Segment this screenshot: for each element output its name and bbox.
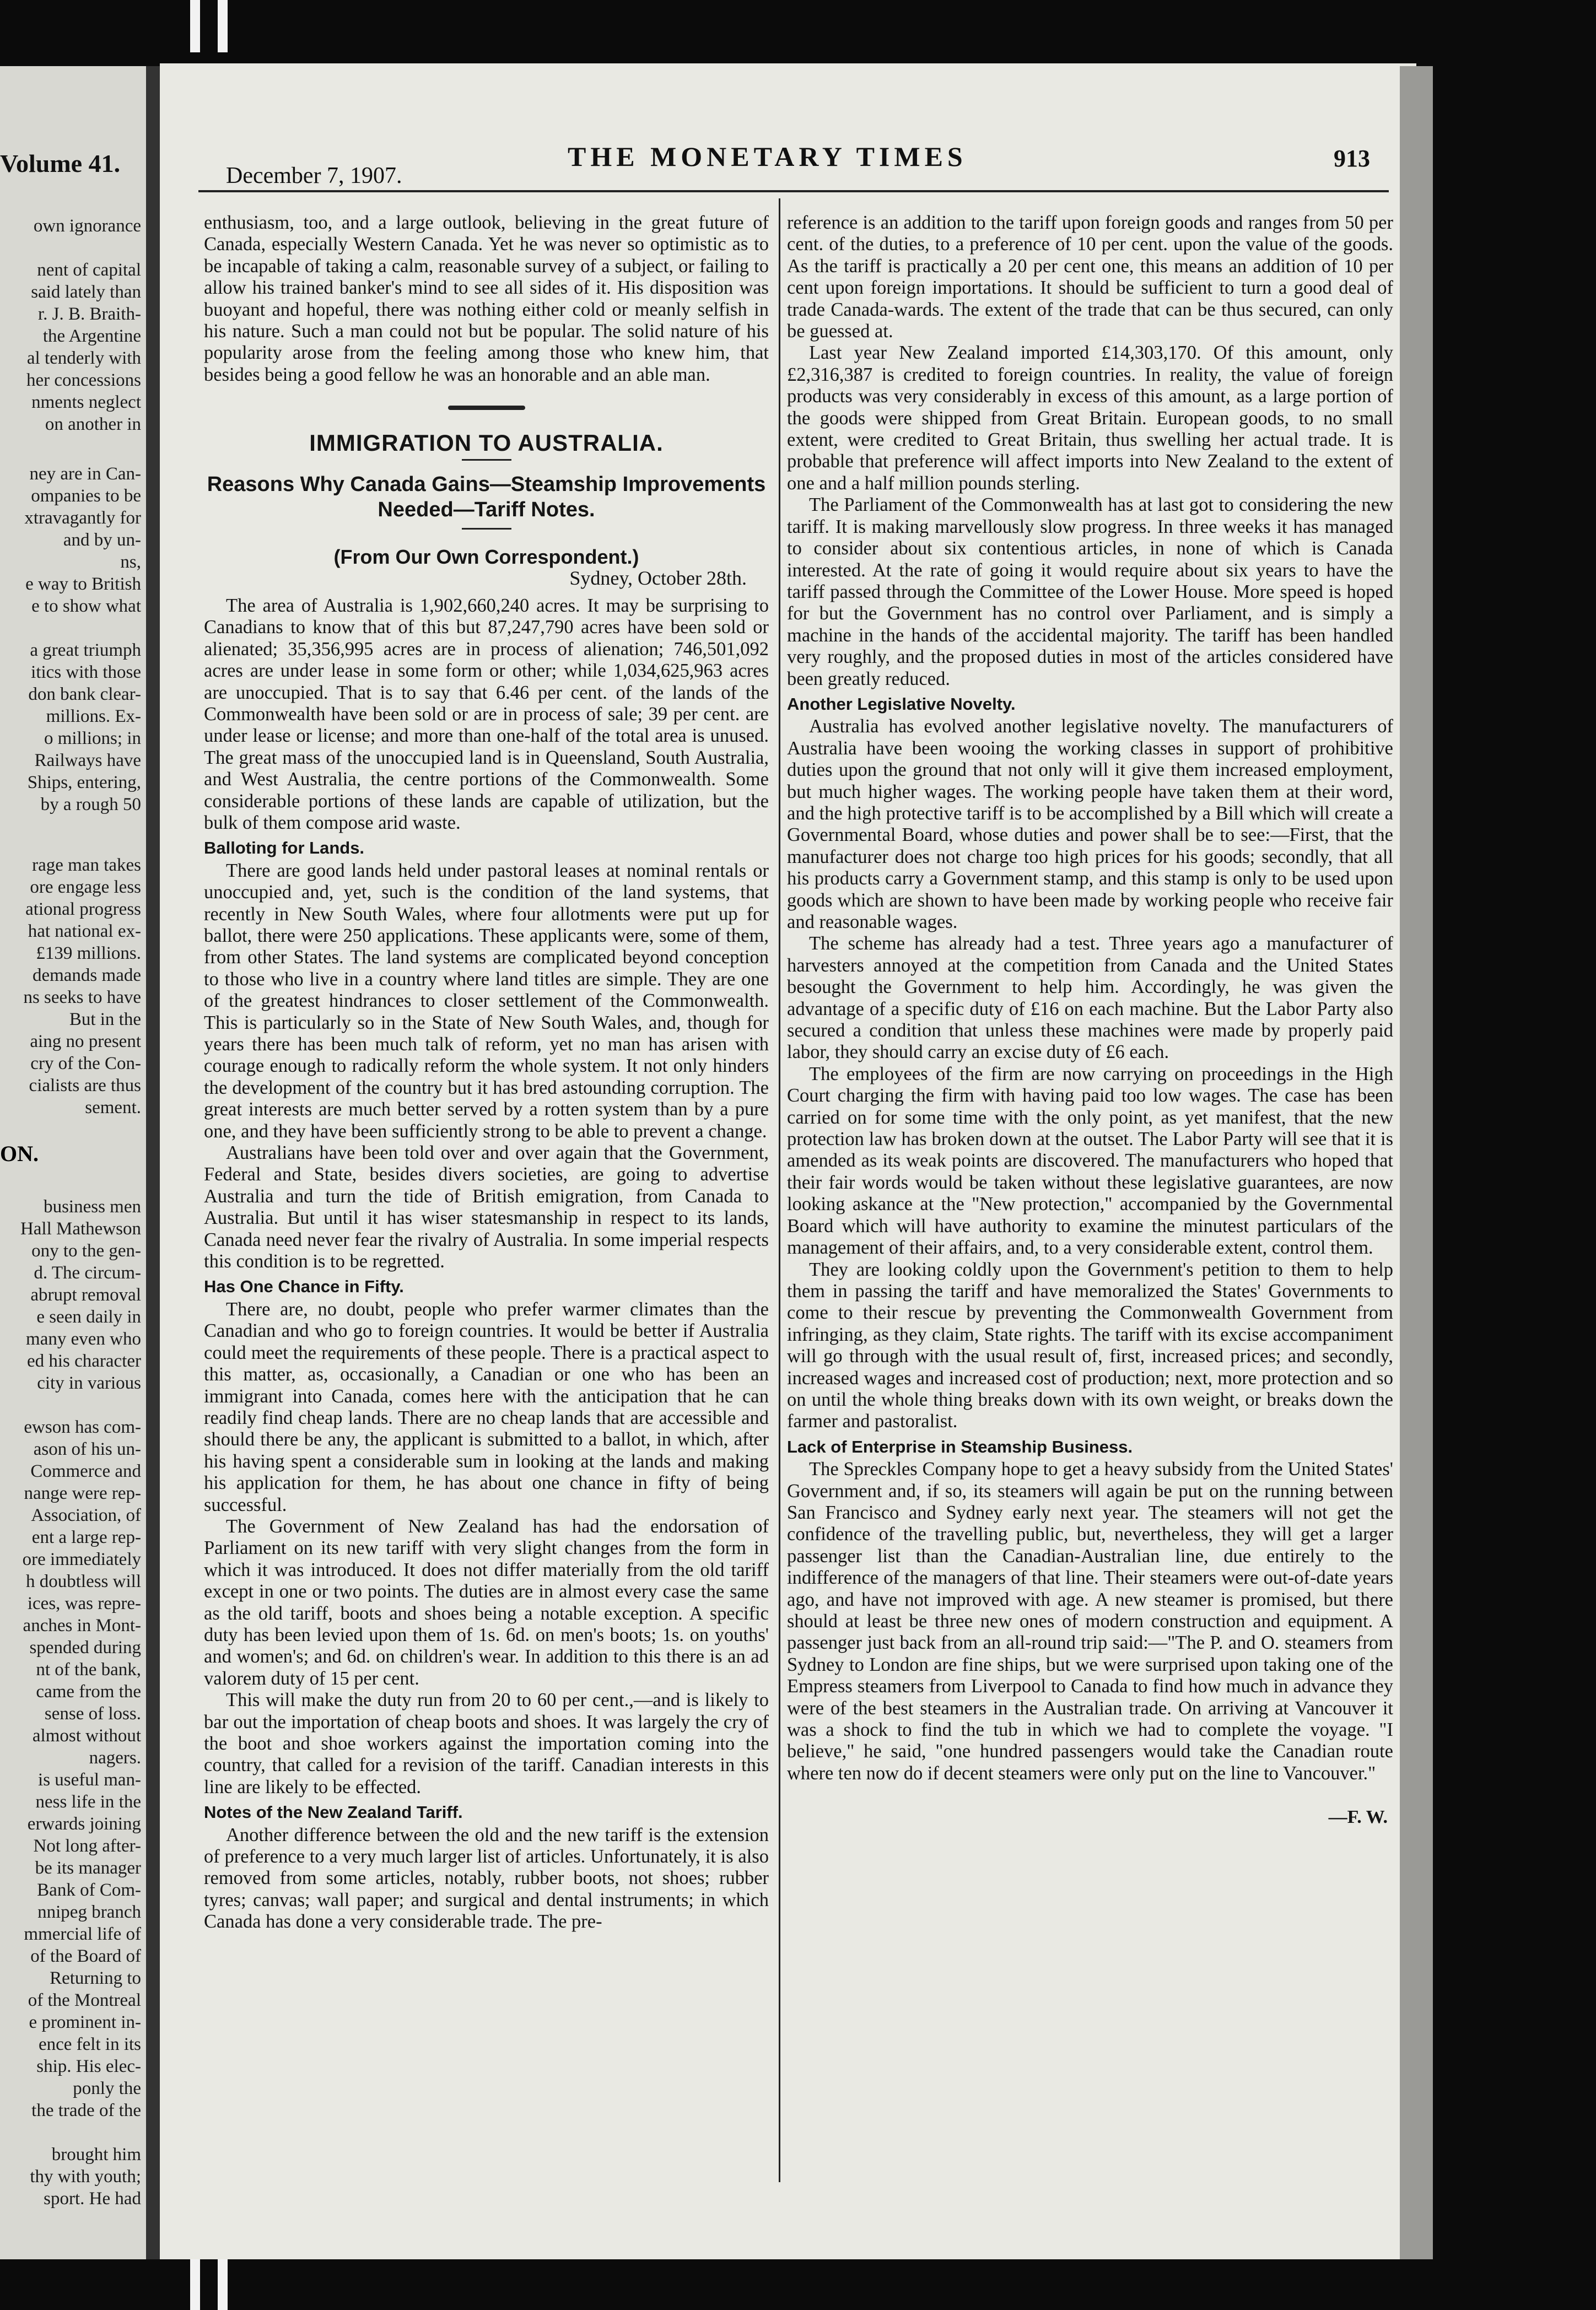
left-page-line: Ships, entering, (27, 773, 141, 792)
left-page-line: £139 millions. (36, 943, 141, 963)
paragraph: This will make the duty run from 20 to 60 per cent.,—and is likely to bar out the importation of cheap boots and shoes. It was largely the cry of the boot and shoe workers against the importation coming into the country, that called for a revision of the tariff. Canadian interests in this line are likely to be effected. (204, 1690, 769, 1798)
paragraph: reference is an addition to the tariff upon foreign goods and ranges from 50 per cent. of the duties, to a preference of 10 per cent. upon the value of the goods. As the tariff is practically a 20 per cent one, this means an addition of 10 per cent upon foreign importations. It should be sufficient to turn a good deal of trade Canada-wards. The extent of the trade that can be thus secured, can only be guessed at. (787, 212, 1393, 342)
paragraph: Another difference between the old and the new tariff is the extension of preference to a very much larger list of articles. Unfortunately, it is also removed from some articles, notably, rubber boots, not shoes; rubber tyres; canvas; wall paper; and surgical and dental instruments; in which Canada has done a very considerable trade. The pre- (204, 1824, 769, 1933)
left-page-line: erwards joining (27, 1814, 141, 1834)
film-mark-bottom-left (190, 2257, 200, 2310)
left-page-volume: Volume 41. (0, 149, 121, 177)
left-page-line: al tenderly with (26, 348, 141, 368)
ornament-divider (204, 393, 769, 415)
left-page-line: said lately than (31, 282, 141, 302)
left-page-line: of the Board of (30, 1946, 141, 1966)
paragraph: The Government of New Zealand has had the endorsation of Parliament on its new tariff with very slight changes from the form in which it was introduced. It does not differ materially from the old tariff except in one or two points. The duties are in almost every case the same as the old tariff, boots and shoes being a notable exception. A specific duty has been levied upon them of 1s. 6d. on men's boots; 1s. on youths' and women's; and 6d. on children's wear. In addition to this there is an ad valorem duty of 15 per cent. (204, 1515, 769, 1689)
subheading: Lack of Enterprise in Steamship Business. (787, 1437, 1133, 1456)
left-page-column (3, 1196, 141, 2210)
left-page-line: aing no present (30, 1032, 141, 1051)
article-dateline: Sydney, October 28th. (569, 567, 747, 590)
left-page-line: millions. Ex- (46, 706, 141, 726)
left-page-line: d. The circum- (34, 1263, 141, 1283)
paragraph: The Parliament of the Commonwealth has at last got to considering the new tariff. It is making marvellously slow progress. In three weeks it has managed to consider about six contentious articles, in none of which is Canada interested. At the rate of going it would require about six years to have the tariff passed through the Committee of the Lower House. More speed is hoped for but the Government has no control over Parliament, and is simply a machine in the hands of the accidental majority. The tariff has been handled very roughly, and the proposed duties in most of the articles considered have been greatly reduced. (787, 494, 1393, 689)
paragraph: They are looking coldly upon the Government's petition to them to help them in passing the tariff and have memoralized the States' Governments to come to their rescue by preventing the Commonwealth Government from infringing, as they claim, State rights. The tariff with its excise accompaniment will go through with the usual result of, first, increased prices; and secondly, increased wages and increased cost of production; next, more protection and so on until the whole thing breaks down with its own weight, or breaks down the farmer and pastoralist. (787, 1259, 1393, 1432)
column-right (787, 212, 1393, 1828)
left-page-line: city in various (37, 1373, 141, 1393)
left-page-column (3, 463, 141, 816)
left-page-line: e to show what (31, 596, 141, 616)
paragraph: The employees of the firm are now carrying on proceedings in the High Court charging the firm with having paid too low wages. The case has been carried on for some time with the only point, as yet manifest, that the new protection law has broken down at the outset. The Labor Party will see that it is amended as its weak points are discovered. The manufacturers who hoped that their fair words would be taken without these legislative guarantees, are now looking askance at the "New protection," accompanied by the Governmental Board which will have authority to examine the minutest particulars of the management of their affairs, and, to a very considerable extent, control them. (787, 1063, 1393, 1259)
left-page-line: rage man takes (32, 855, 141, 875)
article-signature: —F. W. (1328, 1807, 1388, 1828)
title-rule (462, 459, 511, 461)
left-page-line: sense of loss. (44, 1704, 141, 1724)
left-page-line: anches in Mont- (23, 1616, 141, 1636)
left-page-line: nent of capital (37, 260, 141, 280)
paragraph: There are good lands held under pastoral leases at nominal rentals or unoccupied and, yet, such is the condition of the land systems, that recently in New South Wales, where four allotments were put up for ballot, there were 250 applications. These applicants were, some of them, from other States. The land systems are complicated beyond conception to those who live in a country where land titles are simple. They are one of the greatest hindrances to closer settlement of the Commonwealth. This is particularly so in the State of New South Wales, and, though for years there has been much talk of reform, yet no man has arisen with courage enough to radically reform the whole system. It not only hinders the development of the country but it has bred astounding corruption. The great interests are much better served by a rotten system than by a pure one, and they have been sufficiently strong to be able to prevent a change. (204, 860, 769, 1142)
left-page-line: cialists are thus (29, 1076, 141, 1095)
header-rule (198, 190, 1389, 192)
left-page-line: cry of the Con- (30, 1054, 141, 1073)
left-page-line: itics with those (31, 662, 141, 682)
left-page-line: xtravagantly for (24, 508, 141, 528)
film-mark-top-left (190, 0, 200, 52)
left-page-line: nange were rep- (24, 1483, 141, 1503)
subheading: Notes of the New Zealand Tariff. (204, 1802, 463, 1822)
left-page-line: Bank of Com- (37, 1880, 141, 1900)
paragraph: There are, no doubt, people who prefer warmer climates than the Canadian and who go to foreign countries. It would be better if Australia could meet the requirements of these people. There is a practical aspect to this matter, as, occasionally, a Canadian or one who has been an immigrant into Canada, comes here with the anticipation that he can readily find cheap lands. There are no cheap lands that are accessible and should there be any, the applicant is submitted to a ballot, in which, after his having spent a considerable sum in looking at the lands and making his application for them, he has about one chance in fifty of being successful. (204, 1298, 769, 1515)
left-page-line: e way to British (25, 574, 141, 594)
header-date: December 7, 1907. (226, 163, 402, 188)
paragraph: Australia has evolved another legislative novelty. The manufacturers of Australia have been wooing the working classes in support of prohibitive duties upon the ground that not only will it give them increased employment, but much higher wages. The working people have taken them at their word, and the high protective tariff is to be accomplished by a Bill which will create a Governmental Board, whose duties and power shall be to see:—First, that the manufacturer does not charge too high prices for his goods; secondly, that all his products carry a Government stamp, and this stamp is only to be used upon goods which are shown to have been made by working people who receive fair and reasonable wages. (787, 716, 1393, 932)
left-page-line (3, 2122, 141, 2144)
left-page-line: ices, was repre- (27, 1594, 141, 1613)
left-page-line: nagers. (89, 1748, 141, 1768)
page-edge (1400, 66, 1433, 2259)
left-page-column (3, 854, 141, 1119)
left-page-line: demands made (32, 965, 141, 985)
subheading: Balloting for Lands. (204, 838, 365, 858)
left-page-line: spended during (29, 1638, 141, 1658)
left-page-line: and by un- (63, 530, 141, 550)
left-page-line: many even who (26, 1329, 141, 1349)
deck-rule (462, 528, 511, 530)
paragraph: The Spreckles Company hope to get a heavy subsidy from the United States' Government and, if so, its steamers will again be put on the running between San Francisco and Sydney early next year. The steamers will not get the confidence of the travelling public, but, nevertheless, they will get a larger passenger list than the Canadian-Australian line, due entirely to the indifference of the managers of that line. Their steamers were out-of-date years ago, and have not improved with age. A new steamer is promised, but there should at least be three new ones of modern construction and equipment. A passenger just back from an all-round trip said:—"The P. and O. steamers from Sydney to London are fine ships, but we were surprised upon taking one of the Empress steamers from Liverpool to Canada to find how much in advance they were of the best steamers in the Australian trade. On arriving at Vancouver it was a shock to find the tub in which we had to complete the voyage. "I believe," he said, "one hundred passengers would take the Canadian route where ten now do if decent steamers were only put on the line to Vancouver." (787, 1459, 1393, 1784)
left-page-line: the trade of the (31, 2101, 141, 2120)
paragraph: The scheme has already had a test. Three years ago a manufacturer of harvesters annoyed at the competition from Canada and the United States besought the Government to help him. Accordingly, he was given the advantage of a specific duty of £16 on each machine. But the Labor Party also secured a condition that unless these machines were made by properly paid labor, they should carry an excise duty of £6 each. (787, 933, 1393, 1063)
left-page-line: r. J. B. Braith- (38, 304, 141, 324)
left-page-line: sement. (85, 1098, 141, 1118)
paragraph: Last year New Zealand imported £14,303,170. Of this amount, only £2,316,387 is credited to foreign countries. In reality, the value of foreign products was very considerably in excess of this amount, as a large portion of the goods were shipped from Great Britain. European goods, to no small extent, were credited to Great Britain, thus swelling her actual trade. It is probable that preference will affect imports into New Zealand to the extent of one and a half million pounds sterling. (787, 342, 1393, 494)
left-page-line: h doubtless will (25, 1572, 141, 1591)
column-rule (779, 198, 780, 2182)
left-page-line: is useful man- (38, 1770, 141, 1790)
left-page-line: ore engage less (30, 877, 141, 897)
left-page-line: of the Montreal (28, 1990, 141, 2010)
left-page-line: her concessions (26, 370, 141, 390)
left-page-line: e prominent in- (29, 2012, 141, 2032)
left-page-line: Not long after- (33, 1836, 141, 1856)
left-page-line: ns, (120, 552, 141, 572)
film-mark-bottom-right (218, 2257, 228, 2310)
left-page-line: nt of the bank, (36, 1660, 141, 1680)
left-page-line: be its manager (35, 1858, 141, 1878)
left-page-line: ewson has com- (24, 1417, 141, 1437)
subheading: Has One Chance in Fifty. (204, 1277, 404, 1297)
left-page-column (3, 215, 141, 435)
subheading: Another Legislative Novelty. (787, 694, 1016, 714)
left-page-line: ore immediately (22, 1550, 141, 1569)
left-page-line: ompanies to be (31, 486, 141, 506)
left-page-line: ence felt in its (38, 2034, 141, 2054)
left-page-line: own ignorance (33, 216, 141, 236)
column-left (204, 212, 769, 1933)
left-page-heading: ON. (0, 1141, 39, 1166)
article-title: IMMIGRATION TO AUSTRALIA. (309, 429, 664, 456)
left-page-line: ns seeks to have (23, 987, 141, 1007)
left-page-line: ent a large rep- (31, 1528, 141, 1547)
film-mark-top-right (218, 0, 228, 52)
left-page-line: sport. He had (44, 2189, 141, 2209)
left-page-line: hat national ex- (28, 921, 141, 941)
book-spine (146, 66, 160, 2259)
article-deck: Reasons Why Canada Gains—Steamship Improvements Needed—Tariff Notes. (207, 473, 766, 522)
left-page-line: ponly the (73, 2079, 141, 2098)
left-page-line: Hall Mathewson (20, 1219, 141, 1239)
paragraph: Australians have been told over and over again that the Government, Federal and State, besides divers societies, are going to advertise Australia and turn the tide of British emigration, from Canada to Australia. But until it has wiser statesmanship in respect to its lands, Canada need never fear the rivalry of Australia. In some imperial respects this condition is to be regretted. (204, 1142, 769, 1272)
left-page-line: Association, of (31, 1505, 141, 1525)
left-page-line: ney are in Can- (29, 464, 141, 484)
left-page-line: ed his character (26, 1351, 141, 1371)
left-page-line: came from the (36, 1682, 141, 1702)
article-end-paragraph: enthusiasm, too, and a large outlook, believing in the great future of Canada, especially Western Canada. Yet he was never so optimistic as to be incapable of taking a calm, reasonable survey of a subject, or failing to allow his trained banker's mind to see all sides of it. His disposition was buoyant and hopeful, there was nothing either cold or meanly selfish in his nature. Such a man could not but be popular. The solid nature of his popularity arose from the feeling among those who knew him, that besides being a good fellow he was an honorable and an able man. (204, 212, 769, 385)
left-page-line: business men (44, 1197, 141, 1217)
left-page-line: on another in (45, 414, 141, 434)
header-page-number: 913 (1334, 145, 1370, 172)
left-page-line: e seen daily in (36, 1307, 141, 1327)
left-page-line: But in the (69, 1010, 141, 1029)
article-byline: (From Our Own Correspondent.) (333, 546, 639, 569)
left-page-line: thy with youth; (30, 2167, 141, 2187)
left-page-line: almost without (32, 1726, 141, 1746)
left-page-line: ship. His elec- (36, 2057, 141, 2076)
left-page-line: Railways have (34, 751, 141, 770)
left-page-line: abrupt removal (30, 1285, 141, 1305)
left-page-line: nments neglect (31, 392, 141, 412)
left-page-line: Returning to (50, 1968, 141, 1988)
left-page-line: o millions; in (44, 728, 141, 748)
left-page-line: Commerce and (30, 1461, 141, 1481)
left-page-line: don bank clear- (28, 684, 141, 704)
left-page-line: ness life in the (35, 1792, 141, 1812)
left-page-line: ason of his un- (33, 1439, 141, 1459)
left-page-line: brought him (51, 2145, 141, 2165)
paragraph: The area of Australia is 1,902,660,240 acres. It may be surprising to Canadians to know that of this but 87,247,790 acres have been sold or alienated; 35,356,995 acres are in process of alienation; 746,501,092 acres are under lease in some form or other; while 1,034,625,963 acres are unoccupied. That is to say that 6.46 per cent. of the lands of the Commonwealth have been sold or are in process of sale; 39 per cent. are under lease or license; and more than one-half of the total area is unused. The great mass of the unoccupied land is in Queensland, South Australia, and West Australia, the centre portions of the Commonwealth. Some considerable portions of these lands are capable of utilization, but the bulk of them compose arid waste. (204, 595, 769, 833)
left-page-line: mmercial life of (24, 1924, 141, 1944)
header-journal: THE MONETARY TIMES (568, 141, 967, 172)
left-page-line: ational progress (25, 899, 141, 919)
left-page-fragment (0, 66, 146, 2259)
left-page-line (3, 237, 141, 259)
left-page-line: the Argentine (42, 326, 141, 346)
left-page-line: nnipeg branch (37, 1902, 141, 1922)
left-page-line (3, 617, 141, 639)
left-page-line: ony to the gen- (31, 1241, 141, 1261)
left-page-line: a great triumph (30, 640, 141, 660)
left-page-line (3, 1394, 141, 1416)
left-page-line: by a rough 50 (40, 795, 141, 814)
